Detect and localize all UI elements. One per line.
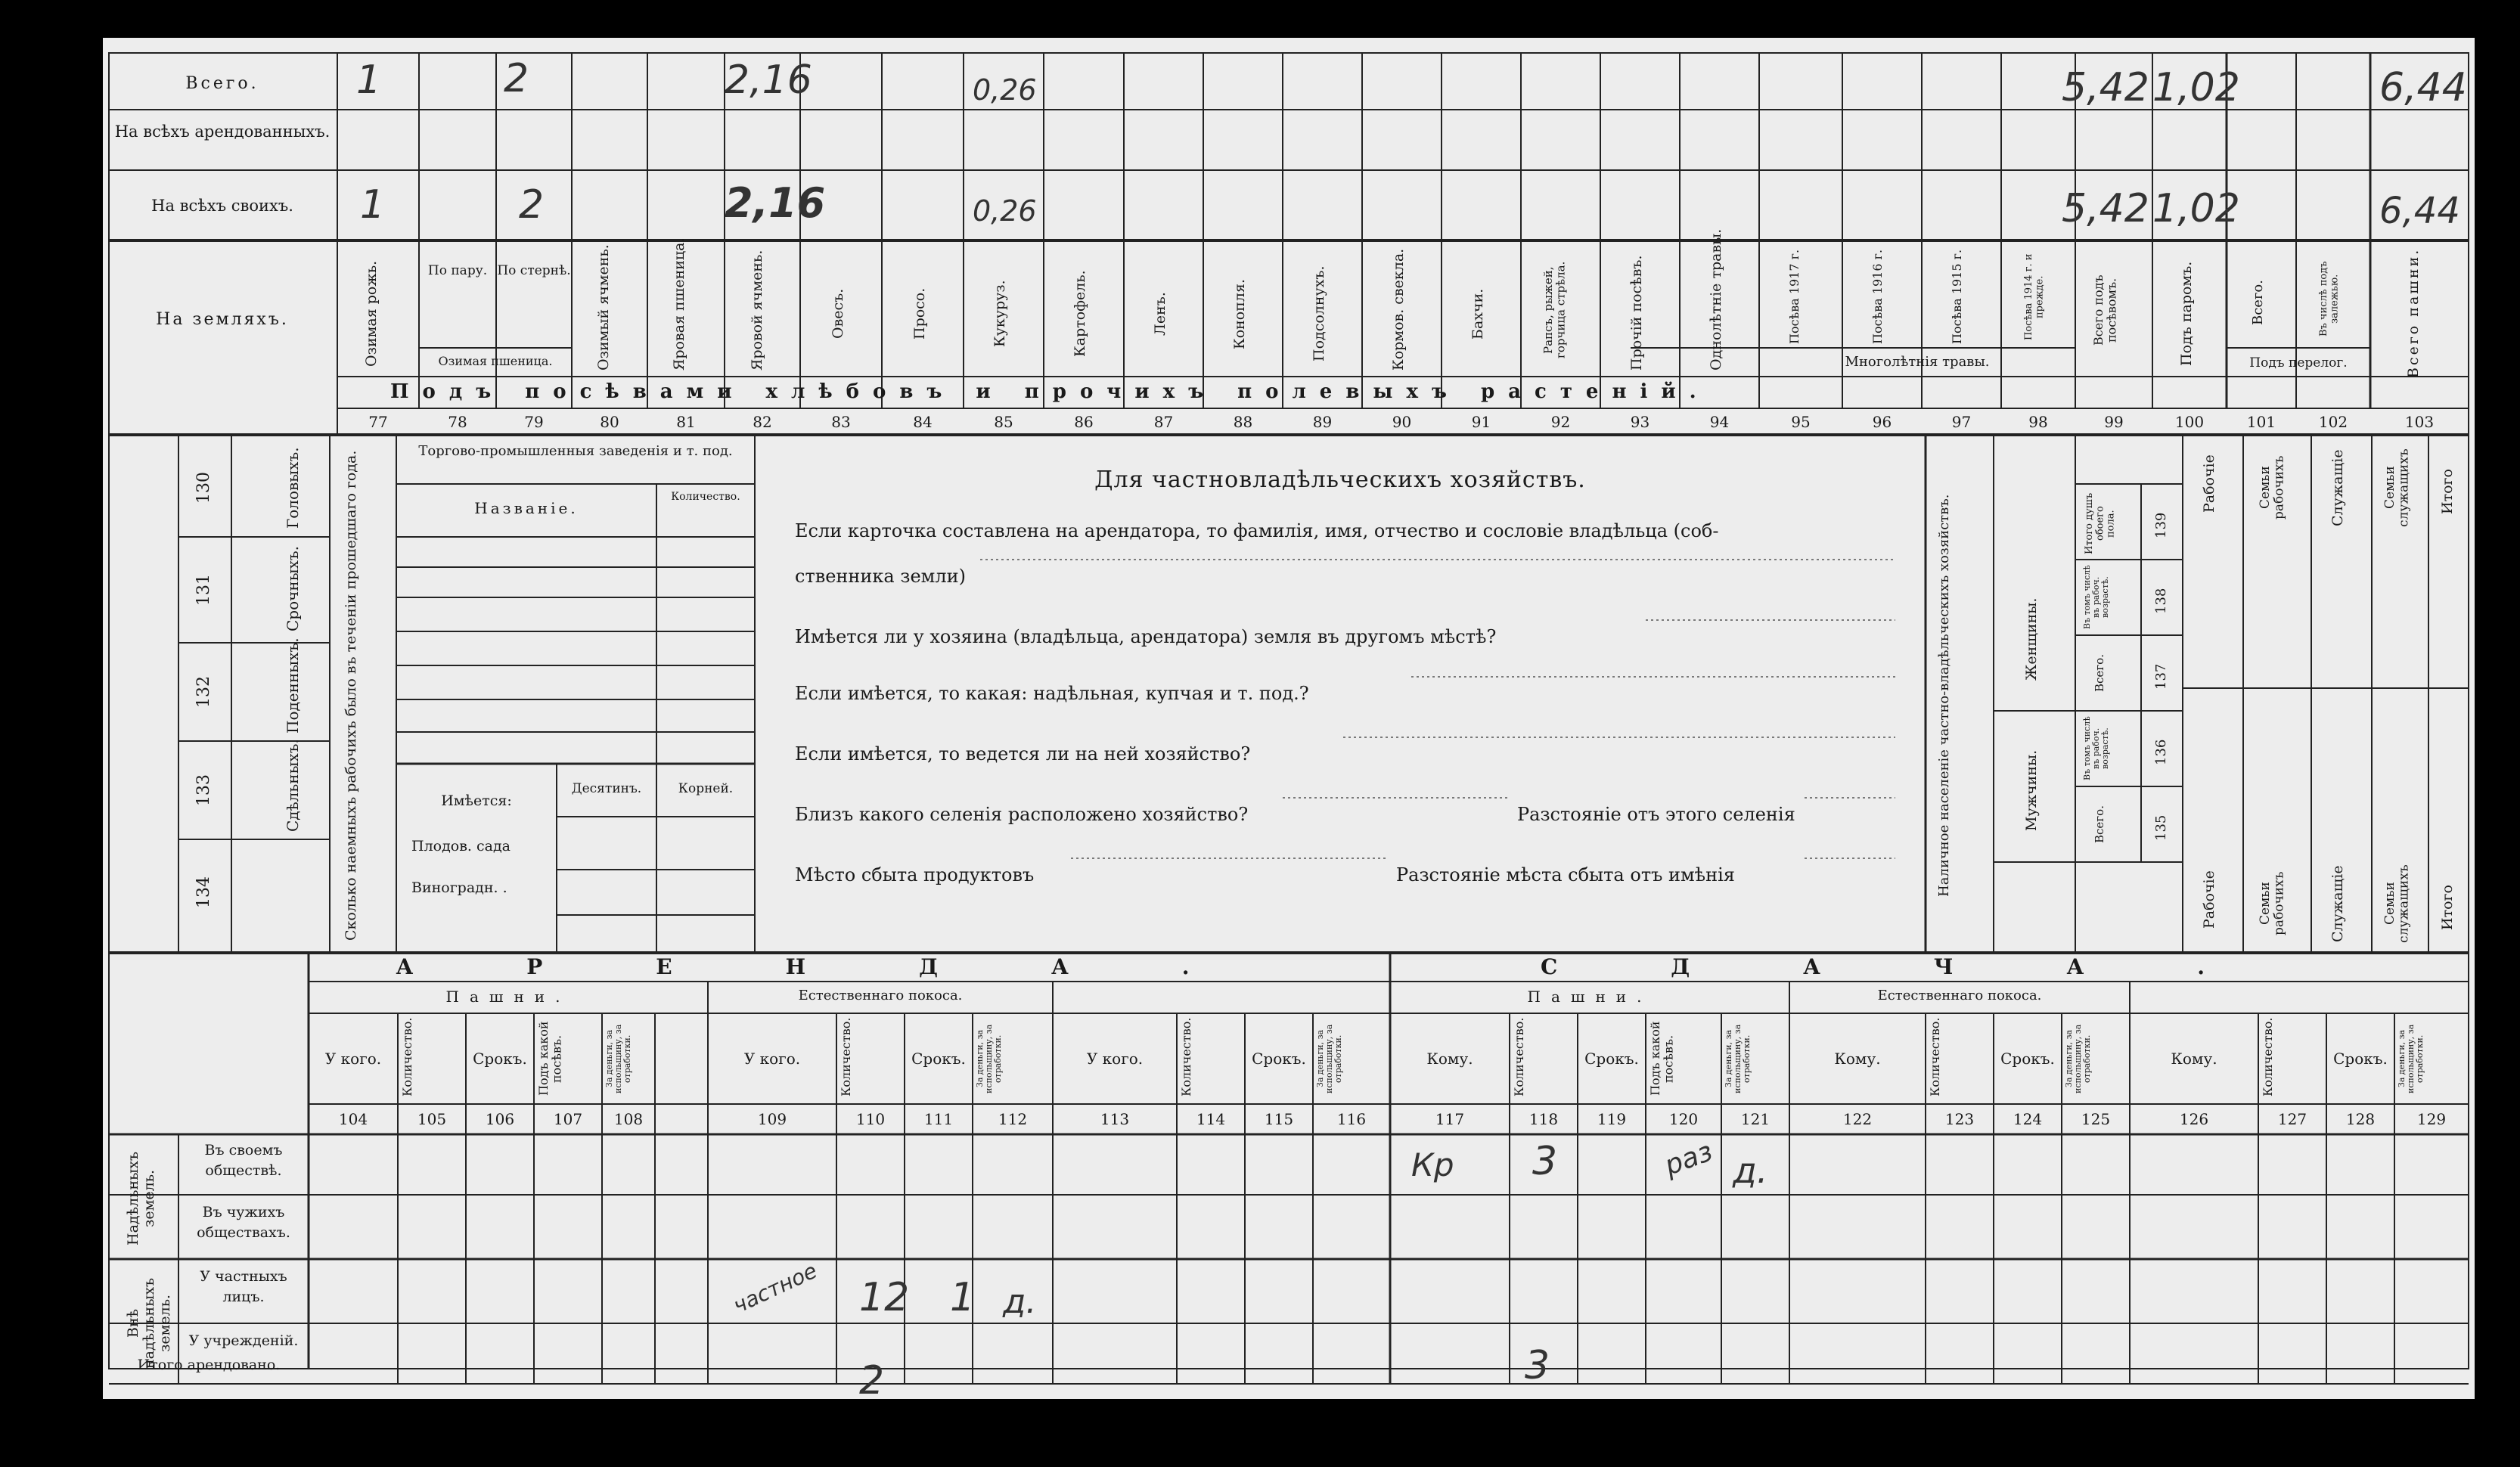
hw-value: 5,42 xyxy=(2062,65,2149,110)
livestock-num: 131 xyxy=(194,574,213,606)
top-col-number: 85 xyxy=(994,413,1013,431)
bottom-col-number: 104 xyxy=(338,1110,368,1128)
bottom-col-number: 116 xyxy=(1336,1110,1367,1128)
right-label: Итого xyxy=(2439,469,2456,514)
hw-value: 2 xyxy=(519,182,545,228)
bottom-col-header: Количество. xyxy=(1179,1017,1193,1096)
right-label: Семьи служащихъ xyxy=(2382,448,2412,527)
has-orchard: Плодов. сада xyxy=(411,838,511,854)
bottom-col-number: 110 xyxy=(855,1110,886,1128)
top-col-number: 103 xyxy=(2404,413,2435,431)
hw-value: 0,26 xyxy=(973,194,1037,228)
col-header: Всего пашни. xyxy=(2405,247,2422,378)
has-vineyard: Виноградн. . xyxy=(411,879,507,896)
top-col-number: 102 xyxy=(2318,413,2348,431)
top-col-number: 78 xyxy=(448,413,467,431)
private-q1b: ственника земли) xyxy=(795,566,966,587)
bottom-col-number: 106 xyxy=(485,1110,515,1128)
bottom-col-header: У кого. xyxy=(324,1050,382,1068)
col-header: Конопля. xyxy=(1231,278,1248,349)
col-header: Посѣва 1916 г. xyxy=(1870,249,1885,344)
bottom-col-header: Подъ какой посѣвъ. xyxy=(536,1021,564,1096)
bottom-col-header: Количество. xyxy=(839,1017,853,1096)
col-header: Картофель. xyxy=(1072,270,1088,358)
bottom-col-header: У кого. xyxy=(1086,1050,1144,1068)
hired-workers-label: Сколько наемныхъ рабочихъ было въ теченіи прошедшаго года. xyxy=(343,450,359,941)
banner-crops: Подъ посѣвами хлѣбовъ и прочихъ полевыхъ растеній. xyxy=(390,380,1710,403)
bottom-col-header: Кому. xyxy=(2171,1050,2217,1068)
hw-value: 2,16 xyxy=(725,179,826,227)
bottom-col-number: 123 xyxy=(1944,1110,1975,1128)
private-q2: Имѣется ли у хозяина (владѣльца, арендатора) земля въ другомъ мѣстѣ? xyxy=(795,626,1497,647)
top-col-number: 95 xyxy=(1791,413,1811,431)
col-header: Озимый ячмень. xyxy=(595,244,612,371)
bottom-col-header: За деньги, за испольщину, за отработки. xyxy=(1724,1024,1752,1093)
col-header: Кормов. свекла. xyxy=(1390,248,1407,371)
right-label: Семьи рабочихъ xyxy=(2258,455,2287,520)
has-desyatin: Десятинъ. xyxy=(571,781,642,796)
private-q6: Мѣсто сбыта продуктовъ xyxy=(795,864,1035,885)
col-header: Однолѣтніе травы. xyxy=(1708,228,1724,371)
private-q5b: Разстояніе отъ этого селенія xyxy=(1517,804,1795,825)
population-title: Наличное населеніе частно-владѣльческихъ хозяйствъ. xyxy=(1936,494,1952,898)
col-header: Подъ паромъ. xyxy=(2178,261,2195,367)
population-men: Мужчины. xyxy=(2023,749,2040,831)
col-header: По стернѣ. xyxy=(497,263,571,278)
top-col-number: 92 xyxy=(1550,413,1571,431)
col-header: Озимая рожь. xyxy=(363,260,380,368)
hw-value: 6,44 xyxy=(2379,65,2467,110)
row-institutions: У учрежденій. xyxy=(188,1332,299,1349)
col-header: Овесъ. xyxy=(830,288,846,340)
population-women: Женщины. xyxy=(2023,597,2040,681)
right-label: Служащіе xyxy=(2329,865,2346,942)
livestock-num: 130 xyxy=(194,472,213,504)
hw-value: раз xyxy=(1660,1136,1717,1182)
pop-num: 136 xyxy=(2153,739,2169,766)
pop-num: 137 xyxy=(2153,663,2169,690)
hw-value: Кр xyxy=(1411,1146,1454,1183)
top-col-number: 87 xyxy=(1153,413,1174,431)
bottom-col-number: 119 xyxy=(1597,1110,1627,1128)
top-col-number: 98 xyxy=(2028,413,2048,431)
hw-value: 1,02 xyxy=(2152,65,2240,110)
bottom-col-header: Количество. xyxy=(1928,1017,1942,1096)
pop-total-women: Всего. xyxy=(2093,654,2106,692)
col-header: Подсолнухъ. xyxy=(1311,265,1327,362)
bottom-col-number: 120 xyxy=(1668,1110,1699,1128)
row-label-lands: На земляхъ. xyxy=(156,310,289,329)
livestock-label: Сдѣльныхъ. xyxy=(284,739,302,832)
has-title: Имѣется: xyxy=(441,792,512,809)
col-header: Ленъ. xyxy=(1152,292,1168,336)
private-title: Для частновладѣльческихъ хозяйствъ. xyxy=(1094,467,1586,493)
bottom-col-header: Количество. xyxy=(400,1017,414,1096)
row-label-rented: На всѣхъ арендованныхъ. xyxy=(114,123,331,141)
hw-value: 3 xyxy=(1532,1139,1558,1184)
has-roots: Корней. xyxy=(678,781,734,796)
col-header: Бахчи. xyxy=(1469,288,1486,340)
hw-value: 1 xyxy=(356,57,382,103)
bottom-col-header: Кому. xyxy=(1834,1050,1881,1068)
col-header: Кукуруз. xyxy=(992,280,1008,348)
group-vne: Внѣ надѣльныхъ земель. xyxy=(125,1277,173,1369)
hw-value: 1,02 xyxy=(2152,186,2240,231)
top-col-number: 84 xyxy=(913,413,933,431)
top-col-number: 86 xyxy=(1074,413,1094,431)
bottom-col-number: 121 xyxy=(1740,1110,1771,1128)
right-label: Рабочіе xyxy=(2201,454,2217,513)
bottom-col-header: Срокъ. xyxy=(1584,1050,1639,1068)
top-col-number: 97 xyxy=(1951,413,1972,431)
private-q3: Если имѣется, то какая: надѣльная, купчая и т. под.? xyxy=(795,683,1309,704)
pop-num: 138 xyxy=(2153,588,2169,615)
bottom-col-header: Срокъ. xyxy=(473,1050,527,1068)
col-header: Яровая пшеница. xyxy=(671,237,687,371)
top-col-number: 93 xyxy=(1630,413,1650,431)
top-col-number: 99 xyxy=(2104,413,2124,431)
bottom-col-header: За деньги, за испольщину, за отработки. xyxy=(1315,1024,1344,1093)
pop-num: 135 xyxy=(2153,814,2169,842)
pop-workage-women: Въ томъ числѣ въ рабоч. возрастѣ. xyxy=(2082,565,2111,630)
bottom-col-number: 118 xyxy=(1528,1110,1559,1128)
bottom-col-header: Срокъ. xyxy=(2333,1050,2388,1068)
row-label-total: Всего. xyxy=(185,74,259,93)
col-header: Посѣва 1915 г. xyxy=(1950,249,1964,344)
private-q6b: Разстояніе мѣста сбыта отъ имѣнія xyxy=(1396,864,1735,885)
bottom-col-number: 115 xyxy=(1264,1110,1294,1128)
row-other-society: Въ чужихъ обществахъ. xyxy=(197,1204,290,1241)
bottom-col-header: Подъ какой посѣвъ. xyxy=(1648,1021,1676,1096)
top-col-number: 81 xyxy=(676,413,696,431)
bottom-col-number: 117 xyxy=(1435,1110,1465,1128)
bottom-col-header: Срокъ. xyxy=(2000,1050,2055,1068)
row-private: У частныхъ лицъ. xyxy=(200,1268,287,1305)
group-nadel: Надѣльныхъ земель. xyxy=(125,1151,157,1246)
right-label: Семьи служащихъ xyxy=(2382,864,2412,943)
group-winter-wheat: Озимая пшеница. xyxy=(438,354,553,368)
row-label-own: На всѣхъ своихъ. xyxy=(151,197,293,215)
col-header: Посѣва 1914 г. и прежде. xyxy=(2023,253,2046,340)
row-own-society: Въ своемъ обществѣ. xyxy=(204,1142,283,1179)
bottom-col-number: 128 xyxy=(2345,1110,2376,1128)
right-label: Семьи рабочихъ xyxy=(2258,871,2287,936)
hw-value: 1 xyxy=(950,1275,976,1320)
livestock-label: Головыхъ. xyxy=(284,447,302,529)
top-col-number: 83 xyxy=(831,413,851,431)
col-header: Въ числѣ подъ залежью. xyxy=(2318,261,2341,337)
bottom-col-number: 126 xyxy=(2179,1110,2209,1128)
row-total-rented: Итого арендовано. xyxy=(137,1357,281,1373)
bottom-col-header: Срокъ. xyxy=(1252,1050,1306,1068)
col-header: По пару. xyxy=(427,263,488,278)
col-header: Яровой ячмень. xyxy=(749,250,765,371)
top-col-number: 94 xyxy=(1709,413,1730,431)
arenda-title: АРЕНДА. xyxy=(396,954,1303,979)
bottom-col-number: 112 xyxy=(998,1110,1028,1128)
bottom-col-header: За деньги, за испольщину, за отработки. xyxy=(975,1024,1004,1093)
hw-value: д. xyxy=(1003,1282,1037,1321)
top-col-number: 91 xyxy=(1471,413,1491,431)
hw-value: 0,26 xyxy=(973,73,1037,107)
right-label: Итого xyxy=(2439,885,2456,930)
private-q5: Близъ какого селенія расположено хозяйство? xyxy=(795,804,1249,825)
bottom-col-number: 129 xyxy=(2416,1110,2447,1128)
bottom-col-number: 127 xyxy=(2277,1110,2307,1128)
hw-value: 2 xyxy=(859,1358,885,1403)
bottom-col-header: За деньги, за испольщину, за отработки. xyxy=(604,1024,633,1093)
hw-value: 5,42 xyxy=(2062,186,2149,231)
private-q4: Если имѣется, то ведется ли на ней хозяйство? xyxy=(795,743,1251,765)
livestock-num: 132 xyxy=(194,676,213,708)
top-col-number: 101 xyxy=(2246,413,2276,431)
bottom-col-header: У кого. xyxy=(743,1050,801,1068)
bottom-col-number: 113 xyxy=(1100,1110,1130,1128)
top-col-number: 89 xyxy=(1312,413,1333,431)
right-label: Служащіе xyxy=(2329,449,2346,526)
group-fallow: Подъ перелог. xyxy=(2249,355,2348,371)
top-col-number: 100 xyxy=(2174,413,2205,431)
hw-value: 2,16 xyxy=(725,57,812,103)
bottom-col-header: Количество. xyxy=(2261,1017,2275,1096)
hw-value: 6,44 xyxy=(2379,190,2460,232)
bottom-col-number: 107 xyxy=(553,1110,583,1128)
census-card xyxy=(103,38,2475,1403)
bottom-col-number: 124 xyxy=(2013,1110,2043,1128)
livestock-num: 133 xyxy=(194,774,213,806)
pop-sum: Итого душъ обоего пола. xyxy=(2084,492,2117,555)
trade-count-header: Количество. xyxy=(671,491,740,503)
livestock-label: Поденныхъ. xyxy=(284,637,302,734)
bottom-col-number: 109 xyxy=(757,1110,787,1128)
hw-value: д. xyxy=(1733,1150,1768,1191)
trade-name-header: Названіе. xyxy=(474,499,579,517)
col-header: Всего. xyxy=(2250,280,2266,325)
hw-value: 1 xyxy=(360,182,386,228)
col-header: Просо. xyxy=(911,287,928,340)
pop-total-men: Всего. xyxy=(2093,805,2106,843)
pop-num: 139 xyxy=(2153,512,2169,539)
arenda-pashni: Пашни. xyxy=(445,988,571,1006)
bottom-col-header: Количество. xyxy=(1512,1017,1526,1096)
sdacha-pokos: Естественнаго покоса. xyxy=(1877,988,2042,1003)
sdacha-pashni: Пашни. xyxy=(1527,988,1653,1006)
hw-value: 12 xyxy=(859,1275,910,1320)
col-header: Всего подъ посѣвомъ. xyxy=(2091,274,2119,346)
livestock-label: Срочныхъ. xyxy=(284,546,302,631)
top-col-number: 77 xyxy=(368,413,388,431)
bottom-col-header: Кому. xyxy=(1426,1050,1473,1068)
livestock-num: 134 xyxy=(194,876,213,908)
arenda-pokos: Естественнаго покоса. xyxy=(798,988,963,1003)
top-col-number: 88 xyxy=(1233,413,1253,431)
bottom-col-header: За деньги, за испольщину, за отработки. xyxy=(2397,1024,2425,1093)
bottom-col-number: 108 xyxy=(613,1110,644,1128)
top-col-number: 82 xyxy=(753,413,772,431)
col-header: Прочій посѣвъ. xyxy=(1628,255,1645,371)
hw-value: 2 xyxy=(504,56,529,101)
col-header: Рапсъ, рыжей, горчица стрѣла. xyxy=(1541,261,1568,359)
bottom-col-header: За деньги, за испольщину, за отработки. xyxy=(2064,1024,2093,1093)
trade-title: Торгово-промышленныя заведенія и т. под. xyxy=(418,443,733,459)
top-col-number: 80 xyxy=(600,413,619,431)
bottom-col-number: 122 xyxy=(1842,1110,1873,1128)
group-perennial: Многолѣтнія травы. xyxy=(1845,354,1990,370)
col-header: Посѣва 1917 г. xyxy=(1787,249,1802,344)
top-col-number: 90 xyxy=(1392,413,1412,431)
bottom-col-number: 105 xyxy=(417,1110,447,1128)
hw-value: частное xyxy=(729,1258,821,1319)
bottom-col-number: 111 xyxy=(923,1110,954,1128)
pop-workage-men: Въ томъ числѣ въ рабоч. возрастѣ. xyxy=(2082,716,2111,781)
top-col-number: 96 xyxy=(1872,413,1892,431)
hw-value: 3 xyxy=(1525,1343,1550,1388)
bottom-col-number: 114 xyxy=(1196,1110,1226,1128)
right-label: Рабочіе xyxy=(2201,870,2217,929)
bottom-col-header: Срокъ. xyxy=(911,1050,966,1068)
sdacha-title: СДАЧА. xyxy=(1540,954,2319,979)
top-col-number: 79 xyxy=(524,413,544,431)
private-q1: Если карточка составлена на арендатора, то фамилія, имя, отчество и сословіе владѣльца (соб- xyxy=(795,520,1719,541)
bottom-col-number: 125 xyxy=(2081,1110,2111,1128)
